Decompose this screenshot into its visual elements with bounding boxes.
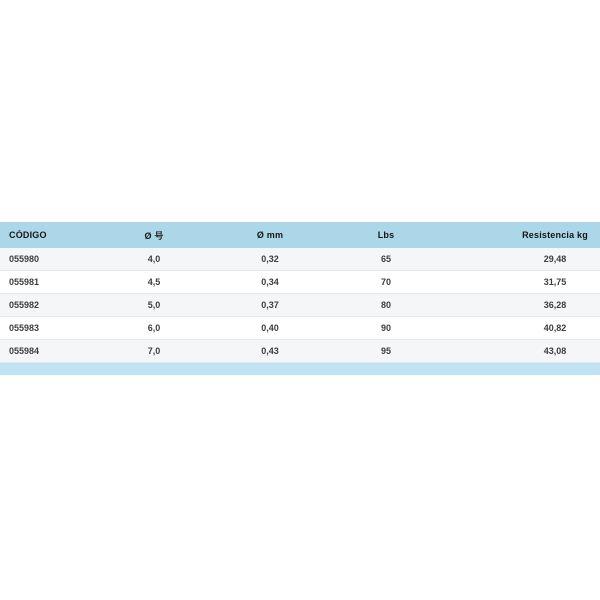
table-row <box>0 294 600 317</box>
table-row <box>0 248 600 271</box>
header-cell-o-num: Ø 号 <box>144 230 164 241</box>
cell-o-mm: 0,43 <box>261 346 279 356</box>
cell-lbs: 95 <box>380 346 391 356</box>
cell-codigo: 055980 <box>9 254 40 264</box>
table-row <box>0 271 600 294</box>
cell-o-mm: 0,32 <box>261 254 279 264</box>
cell-lbs: 65 <box>380 254 391 264</box>
table-row <box>0 340 600 363</box>
cell-o-num: 7,0 <box>147 346 161 356</box>
product-spec-table <box>0 222 600 375</box>
cell-resistencia-kg: 43,08 <box>543 346 567 356</box>
header-cell-resistencia-kg: Resistencia kg <box>522 230 588 240</box>
header-cell-o-mm: Ø mm <box>256 230 284 240</box>
cell-resistencia-kg: 31,75 <box>543 277 567 287</box>
cell-codigo: 055981 <box>9 277 40 287</box>
cell-o-num: 4,5 <box>147 277 161 287</box>
cell-o-mm: 0,34 <box>261 277 279 287</box>
cell-o-num: 5,0 <box>147 300 161 310</box>
cell-resistencia-kg: 40,82 <box>543 323 567 333</box>
cell-resistencia-kg: 36,28 <box>543 300 567 310</box>
cell-codigo: 055983 <box>9 323 40 333</box>
cell-codigo: 055984 <box>9 346 40 356</box>
table-row <box>0 317 600 340</box>
table-header-row <box>0 222 600 248</box>
cell-o-num: 6,0 <box>147 323 161 333</box>
header-cell-codigo: CÓDIGO <box>9 230 47 240</box>
cell-o-mm: 0,40 <box>261 323 279 333</box>
cell-resistencia-kg: 29,48 <box>543 254 567 264</box>
table-footer-bar <box>0 363 600 375</box>
cell-o-mm: 0,37 <box>261 300 279 310</box>
cell-lbs: 90 <box>380 323 391 333</box>
cell-lbs: 80 <box>380 300 391 310</box>
cell-o-num: 4,0 <box>147 254 161 264</box>
cell-codigo: 055982 <box>9 300 40 310</box>
cell-lbs: 70 <box>380 277 391 287</box>
header-cell-lbs: Lbs <box>377 230 395 240</box>
table-body <box>0 248 600 363</box>
